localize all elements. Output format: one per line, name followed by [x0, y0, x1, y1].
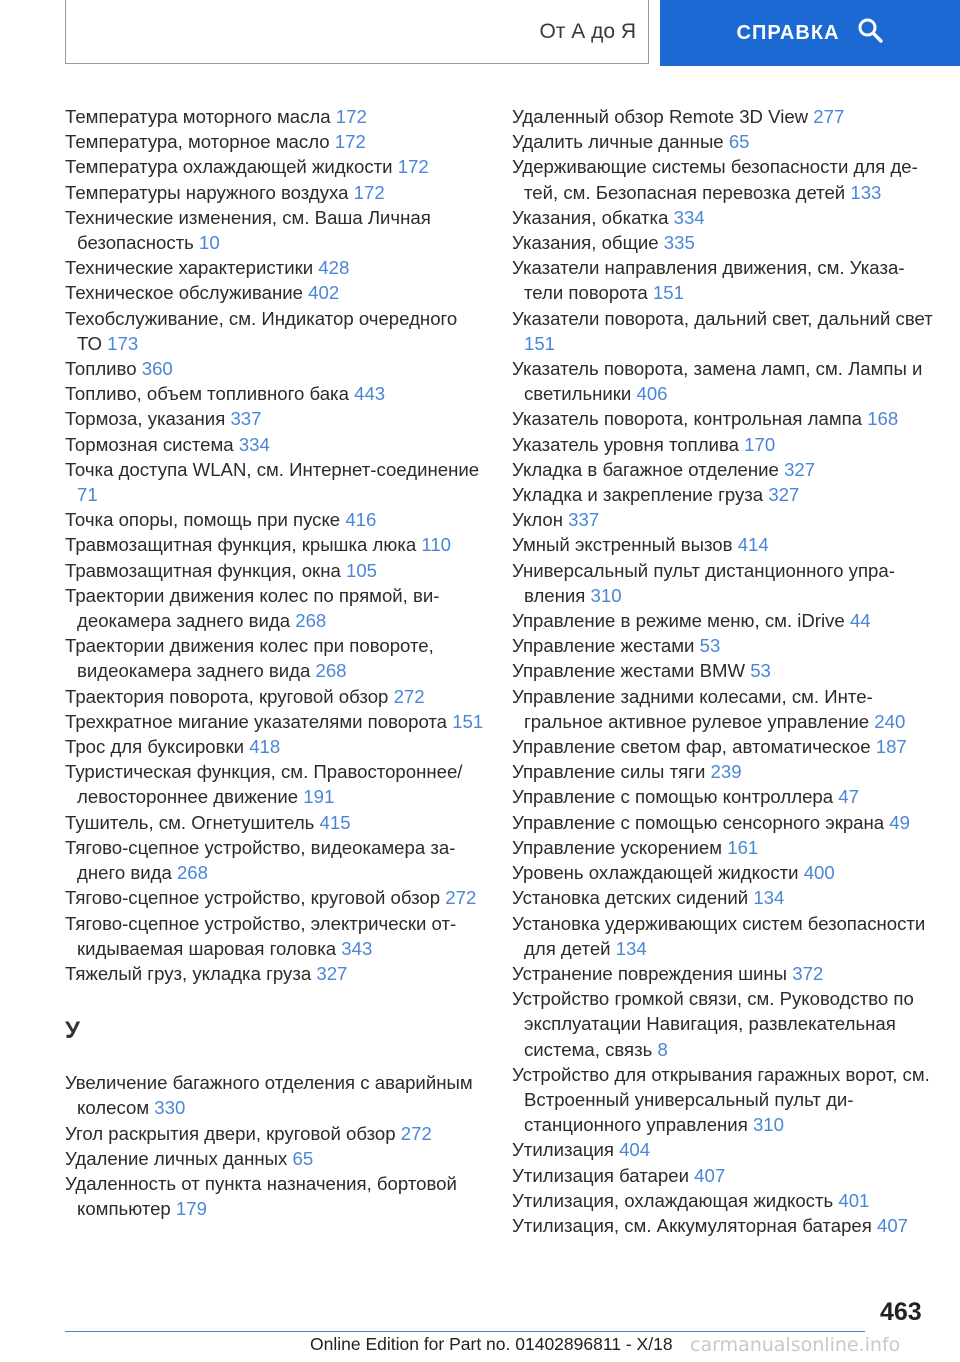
index-term: Тягово-сцепное устройство, электрически откидываемая шаровая головка	[65, 912, 457, 959]
index-term: Универсальный пульт дистанционного управления	[512, 559, 895, 606]
index-entry	[512, 885, 937, 910]
index-term: Управление светом фар, автоматическое	[512, 736, 871, 758]
index-entry	[512, 1213, 937, 1238]
index-term: Уклон	[512, 509, 563, 531]
index-term: Травмозащитная функция, крышка люка	[65, 534, 417, 556]
page-link[interactable]: 268	[176, 862, 208, 884]
page-link[interactable]: 272	[393, 685, 425, 707]
page-link[interactable]: 173	[107, 332, 139, 354]
index-term: Управление жестами BMW	[512, 660, 746, 682]
index-entry	[65, 356, 485, 381]
index-term: Установка детских сидений	[512, 887, 749, 909]
index-entry	[512, 810, 937, 835]
page-link[interactable]: 151	[652, 282, 684, 304]
index-term: Тушитель, см. Огнетушитель	[65, 811, 315, 833]
page-link[interactable]: 337	[568, 509, 600, 531]
index-term: Устранение повреждения шины	[512, 962, 788, 984]
index-list-u	[65, 1070, 485, 1221]
page-link[interactable]: 134	[615, 937, 647, 959]
index-entry	[512, 558, 937, 608]
index-entry	[512, 205, 937, 230]
page-link[interactable]: 407	[877, 1214, 909, 1236]
index-term: Указания, обкатка	[512, 206, 669, 228]
page-number: 463	[880, 1298, 922, 1326]
index-term: Удаленность от пункта назначения, бортовой компьютер	[65, 1172, 457, 1220]
page-link[interactable]: 335	[663, 232, 695, 254]
index-entry	[65, 507, 485, 532]
index-column-right	[512, 104, 937, 1238]
index-term: Уровень охлаждающей жидкости	[512, 862, 799, 884]
index-term: Температуры наружного воздуха	[65, 181, 349, 203]
page-link[interactable]: 172	[353, 181, 385, 203]
index-term: Установка удерживающих систем безопасности для детей	[512, 912, 926, 959]
page-link[interactable]: 161	[727, 836, 759, 858]
index-entry	[512, 658, 937, 683]
page-link[interactable]: 172	[334, 131, 366, 153]
index-entry	[65, 180, 485, 205]
watermark: carmanualsonline.info	[690, 1334, 901, 1356]
index-entry	[512, 482, 937, 507]
index-term: Указатели поворота, дальний свет, дальний свет	[512, 307, 933, 329]
index-term: Указатель поворота, замена ламп, см. Лампы и светильники	[512, 358, 923, 405]
index-entry	[512, 759, 937, 784]
index-entry	[512, 129, 937, 154]
index-entry	[65, 810, 485, 835]
index-entry	[65, 457, 485, 507]
index-term: Тягово-сцепное устройство, круговой обзор	[65, 887, 441, 909]
page-link[interactable]: 187	[875, 736, 907, 758]
index-term: Температура, моторное масло	[65, 131, 330, 153]
index-term: Управление в режиме меню, см. iDrive	[512, 610, 845, 632]
index-term: Управление с помощью сенсорного экрана	[512, 811, 885, 833]
page-link[interactable]: 65	[728, 131, 750, 153]
page-link[interactable]: 327	[784, 458, 816, 480]
index-entry	[65, 406, 485, 431]
index-term: Угол раскрытия двери, круговой обзор	[65, 1122, 396, 1144]
page-link[interactable]: 402	[308, 282, 340, 304]
index-term: Тормоза, указания	[65, 408, 226, 430]
index-entry	[512, 860, 937, 885]
index-term: Технические изменения, см. Ваша Личная безопасность	[65, 206, 431, 254]
page-link[interactable]: 337	[230, 408, 262, 430]
index-term: Топливо	[65, 358, 137, 380]
index-term: Указатель уровня топлива	[512, 433, 739, 455]
index-term: Точка опоры, помощь при пуске	[65, 509, 341, 531]
index-entry	[512, 1062, 937, 1138]
page-link[interactable]: 268	[295, 610, 327, 632]
index-term: Управление жестами	[512, 635, 695, 657]
page-link[interactable]: 179	[175, 1198, 207, 1220]
index-term: Управление ускорением	[512, 836, 723, 858]
tab-help-label: СПРАВКА	[736, 21, 840, 44]
index-entry	[65, 583, 485, 633]
index-entry	[512, 961, 937, 986]
page-link[interactable]: 105	[345, 559, 378, 581]
page-link[interactable]: 71	[77, 484, 98, 506]
index-entry	[65, 835, 485, 885]
index-entry	[512, 1188, 937, 1213]
index-entry	[512, 835, 937, 860]
index-entry	[65, 306, 485, 356]
page-link[interactable]: 133	[850, 181, 882, 203]
page-link[interactable]: 415	[319, 811, 351, 833]
page-link[interactable]: 372	[792, 962, 824, 984]
page-link[interactable]: 310	[752, 1114, 784, 1136]
index-term: Техобслуживание, см. Индикатор очередного ТО	[65, 307, 458, 354]
page-link[interactable]: 49	[889, 811, 910, 833]
index-entry	[512, 406, 937, 431]
page-link[interactable]: 272	[445, 887, 477, 909]
page-link[interactable]: 428	[318, 257, 350, 279]
page-link[interactable]: 172	[397, 156, 429, 178]
page-link[interactable]: 53	[699, 635, 721, 657]
index-entry	[512, 532, 937, 557]
page-link[interactable]: 401	[838, 1189, 870, 1211]
index-term: Укладка в багажное отделение	[512, 458, 779, 480]
index-term: Температура охлаждающей жидкости	[65, 156, 393, 178]
index-entry	[512, 986, 937, 1062]
page-link[interactable]: 277	[813, 106, 845, 127]
index-term: Укладка и закрепление груза	[512, 484, 764, 506]
index-entry	[65, 1171, 485, 1221]
page-link[interactable]: 168	[867, 408, 899, 430]
index-term: Травмозащитная функция, окна	[65, 559, 341, 581]
index-entry	[512, 432, 937, 457]
index-entry	[65, 759, 485, 809]
index-term: Трос для буксировки	[65, 736, 245, 758]
index-entry	[512, 154, 937, 204]
index-entry	[65, 129, 485, 154]
index-entry	[65, 558, 485, 583]
index-entry	[65, 1121, 485, 1146]
index-term: Утилизация, см. Аккумуляторная батарея	[512, 1214, 872, 1236]
index-term: Устройство для открывания гаражных ворот, см. Встроенный универсальный пульт дистанционного управления	[512, 1063, 930, 1136]
section-letter: У	[65, 1017, 80, 1045]
page-link[interactable]: 443	[354, 383, 386, 405]
page-link[interactable]: 65	[292, 1147, 314, 1169]
index-term: Устройство громкой связи, см. Руководство по эксплуатации Навигация, развлекательная система, связь	[512, 988, 914, 1060]
index-list-t	[65, 104, 485, 986]
index-term: Техническое обслуживание	[65, 282, 303, 304]
page-link[interactable]: 53	[750, 660, 771, 682]
page-link[interactable]: 47	[838, 786, 859, 808]
page-link[interactable]: 44	[849, 610, 871, 632]
page-link[interactable]: 343	[341, 937, 373, 959]
index-entry	[512, 1163, 937, 1188]
page-link[interactable]: 406	[636, 383, 668, 405]
index-term: Топливо, объем топливного бака	[65, 383, 349, 405]
index-entry	[65, 709, 485, 734]
index-term: Удаленный обзор Remote 3D View	[512, 106, 809, 127]
page-link[interactable]: 404	[619, 1139, 651, 1161]
index-list-u-continued	[512, 104, 937, 1238]
index-term: Траектория поворота, круговой обзор	[65, 685, 389, 707]
page-link[interactable]: 239	[710, 761, 742, 783]
index-term: Удалить личные данные	[512, 131, 724, 153]
tab-a-to-z-label: От А до Я	[539, 19, 636, 43]
index-term: Утилизация батареи	[512, 1164, 689, 1186]
page-link[interactable]: 400	[803, 862, 835, 884]
page-link[interactable]: 334	[238, 433, 270, 455]
search-icon	[857, 17, 883, 49]
index-term: Тягово-сцепное устройство, видеокамера заднего вида	[65, 836, 456, 884]
index-term: Удаление личных данных	[65, 1147, 288, 1169]
index-term: Увеличение багажного отделения с аварийным колесом	[65, 1072, 473, 1119]
index-term: Тормозная система	[65, 433, 234, 455]
index-entry	[65, 280, 485, 305]
index-entry	[512, 784, 937, 809]
page-link[interactable]: 414	[737, 534, 769, 556]
edition-text: Online Edition for Part no. 01402896811 - X/18	[310, 1334, 673, 1354]
index-entry	[512, 633, 937, 658]
index-entry	[65, 432, 485, 457]
index-term: Температура моторного масла	[65, 106, 331, 127]
index-entry	[512, 608, 937, 633]
page-link[interactable]: 416	[345, 509, 377, 531]
index-entry	[512, 230, 937, 255]
page-link[interactable]: 327	[316, 962, 348, 984]
index-entry	[512, 104, 937, 129]
page-link[interactable]: 327	[768, 484, 800, 506]
page-link[interactable]: 330	[154, 1097, 186, 1119]
page-link[interactable]: 10	[199, 232, 220, 254]
page-link[interactable]: 134	[753, 887, 785, 909]
index-term: Туристическая функция, см. Правостороннее/левостороннее движение	[65, 761, 463, 808]
index-term: Траектории движения колес при повороте, видеокамера заднего вида	[65, 635, 434, 682]
index-term: Указатель поворота, контрольная лампа	[512, 408, 863, 430]
index-term: Управление силы тяги	[512, 761, 706, 783]
top-navigation	[0, 0, 960, 66]
page-link[interactable]: 110	[421, 534, 452, 556]
index-entry	[65, 885, 485, 910]
index-entry	[65, 684, 485, 709]
index-entry	[65, 154, 485, 179]
index-entry	[512, 911, 937, 961]
page-link[interactable]: 240	[874, 710, 906, 732]
footer-divider	[65, 1331, 865, 1332]
index-term: Траектории движения колес по прямой, видеокамера заднего вида	[65, 584, 440, 632]
index-term: Удерживающие системы безопасности для детей, см. Безопасная перевозка детей	[512, 156, 918, 203]
index-entry	[512, 684, 937, 734]
index-entry	[65, 734, 485, 759]
index-column-left	[65, 104, 485, 1221]
page-link[interactable]: 151	[524, 332, 556, 354]
index-term: Указания, общие	[512, 232, 659, 254]
index-entry	[65, 532, 485, 557]
page-link[interactable]: 191	[303, 786, 335, 808]
page-link[interactable]: 310	[590, 584, 622, 606]
page-link[interactable]: 407	[694, 1164, 726, 1186]
index-entry	[65, 255, 485, 280]
index-term: Трехкратное мигание указателями поворота	[65, 710, 448, 732]
index-term: Управление задними колесами, см. Интегральное активное рулевое управление	[512, 685, 873, 732]
page-link[interactable]: 170	[744, 433, 776, 455]
index-entry	[512, 457, 937, 482]
index-entry	[65, 1070, 485, 1120]
page-link[interactable]: 418	[249, 736, 281, 758]
page-link[interactable]: 334	[673, 206, 705, 228]
index-term: Точка доступа WLAN, см. Интернет-соединение	[65, 458, 480, 480]
index-term: Указатели направления движения, см. Указатели поворота	[512, 257, 905, 304]
index-entry	[512, 356, 937, 406]
index-entry	[512, 255, 937, 305]
index-entry	[512, 734, 937, 759]
page-link[interactable]: 272	[400, 1122, 432, 1144]
page-link[interactable]: 151	[452, 710, 484, 732]
tab-a-to-z[interactable]	[65, 0, 649, 64]
index-entry	[65, 205, 485, 255]
index-entry	[65, 104, 485, 129]
index-term: Умный экстренный вызов	[512, 534, 733, 556]
page-link[interactable]: 172	[335, 106, 367, 127]
index-entry	[512, 1137, 937, 1162]
index-entry	[65, 961, 485, 986]
page-link[interactable]: 268	[315, 660, 347, 682]
index-term: Технические характеристики	[65, 257, 314, 279]
index-term: Тяжелый груз, укладка груза	[65, 962, 312, 984]
index-term: Утилизация, охлаждающая жидкость	[512, 1189, 834, 1211]
index-entry	[65, 633, 485, 683]
index-entry	[512, 306, 937, 356]
index-term: Управление с помощью контроллера	[512, 786, 834, 808]
tab-help[interactable]	[660, 0, 960, 66]
page-link[interactable]: 8	[657, 1038, 668, 1060]
index-entry	[512, 507, 937, 532]
page-link[interactable]: 360	[141, 358, 173, 380]
index-term: Утилизация	[512, 1139, 614, 1161]
index-entry	[65, 381, 485, 406]
index-entry	[65, 1146, 485, 1171]
index-entry	[65, 911, 485, 961]
